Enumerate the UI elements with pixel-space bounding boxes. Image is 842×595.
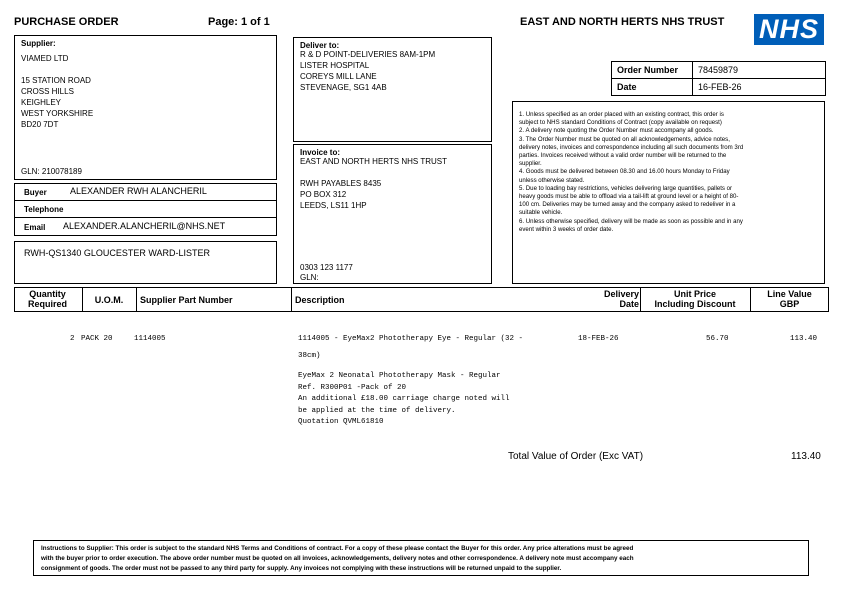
terms-line: supplier. bbox=[519, 160, 542, 168]
col-value-line1: Line Value bbox=[767, 289, 812, 299]
buyer-email: ALEXANDER.ALANCHERIL@NHS.NET bbox=[63, 221, 226, 231]
item-qty: 2 bbox=[70, 335, 75, 343]
telephone-label: Telephone bbox=[24, 205, 64, 214]
page-number: Page: 1 of 1 bbox=[208, 16, 270, 28]
nhs-logo: NHS bbox=[754, 14, 824, 45]
deliver-line: STEVENAGE, SG1 4AB bbox=[300, 83, 387, 92]
invoice-line bbox=[300, 167, 447, 178]
deliver-line: COREYS MILL LANE bbox=[300, 72, 377, 81]
deliver-line: R & D POINT-DELIVERIES 8AM-1PM bbox=[300, 50, 436, 59]
col-quantity-line1: Quantity bbox=[29, 289, 66, 299]
item-note: Quotation QVML61810 bbox=[298, 418, 384, 426]
invoice-to-label: Invoice to: bbox=[300, 148, 341, 157]
invoice-line: RWH PAYABLES 8435 bbox=[300, 179, 382, 188]
invoice-to-box bbox=[293, 144, 492, 284]
instruction-line: consignment of goods. The order must not be passed to any third party for supply. Any invoices not complying with these instructions will be returned unpaid to the supplier. bbox=[41, 565, 562, 572]
col-delivery-line2: Date bbox=[619, 299, 639, 309]
col-uom: U.O.M. bbox=[94, 295, 124, 305]
col-line-value bbox=[750, 289, 829, 309]
item-description-cont: 38cm) bbox=[298, 352, 321, 360]
terms-box bbox=[512, 101, 825, 284]
supplier-line: WEST YORKSHIRE bbox=[21, 109, 94, 118]
col-value-line2: GBP bbox=[779, 299, 800, 309]
item-note: An additional £18.00 carriage charge noted will bbox=[298, 395, 510, 403]
item-note: Ref. R300P01 -Pack of 20 bbox=[298, 383, 407, 392]
terms-line: 1. Unless specified as an order placed with an existing contract, this order is bbox=[519, 111, 724, 118]
terms-line: subject to NHS standard Conditions of Contract (copy available on request) bbox=[519, 119, 722, 127]
col-delivery-date bbox=[566, 289, 639, 309]
deliver-to-address bbox=[300, 49, 435, 93]
supplier-gln: GLN: 210078189 bbox=[21, 167, 82, 176]
terms-line: 5. Due to loading bay restrictions, vehicles delivering large quantities, pallets or bbox=[519, 184, 733, 192]
order-date: 16-FEB-26 bbox=[698, 82, 742, 92]
terms-line: 3. The Order Number must be quoted on all acknowledgements, advice notes, bbox=[519, 135, 730, 143]
item-delivery-date: 18-FEB-26 bbox=[578, 335, 619, 343]
col-unit-price bbox=[640, 289, 750, 309]
email-label: Email bbox=[24, 223, 46, 232]
buyer-label: Buyer bbox=[24, 188, 47, 197]
supplier-line: VIAMED LTD bbox=[21, 54, 69, 63]
supplier-address bbox=[21, 53, 93, 130]
buyer-box bbox=[14, 183, 277, 236]
supplier-instructions-box bbox=[33, 540, 809, 576]
deliver-line: LISTER HOSPITAL bbox=[300, 61, 370, 70]
deliver-to-label: Deliver to: bbox=[300, 41, 340, 50]
item-unit-price: 56.70 bbox=[706, 335, 729, 343]
col-part-number: Supplier Part Number bbox=[140, 295, 233, 305]
terms-line: suitable vehicle. bbox=[519, 209, 563, 217]
instruction-line: with the buyer prior to order execution. The above order number must be quoted on all invoices, acknowledgements, delivery notes and other correspondence. A delivery note must accompany each bbox=[41, 555, 634, 562]
terms-line: 4. Goods must be delivered between 08.30 and 16.00 hours Monday to Friday bbox=[519, 168, 730, 176]
terms-line: 100 cm. Deliveries may be turned away and the company asked to redeliver in a bbox=[519, 201, 736, 209]
order-info-table bbox=[611, 61, 826, 96]
item-part-number: 1114005 bbox=[134, 335, 166, 343]
supplier-line: KEIGHLEY bbox=[21, 98, 62, 107]
terms-line: parties. Invoices received without a valid order number will be returned to the bbox=[519, 152, 727, 160]
terms-line: heavy goods must be able to offload via a tail-lift at ground level or a height of 80- bbox=[519, 193, 739, 201]
supplier-line: CROSS HILLS bbox=[21, 87, 74, 96]
terms-line: 6. Unless otherwise specified, delivery will be made as soon as possible and in any bbox=[519, 217, 743, 225]
location-box bbox=[14, 241, 277, 284]
col-price-line2: Including Discount bbox=[654, 299, 736, 309]
supplier-line: 15 STATION ROAD bbox=[21, 76, 91, 85]
invoice-phone: 0303 123 1177 bbox=[300, 263, 353, 272]
item-line-value: 113.40 bbox=[790, 335, 818, 343]
delivery-location: RWH-QS1340 GLOUCESTER WARD-LISTER bbox=[24, 248, 211, 258]
terms-line: delivery notes, invoices and correspondence including all such documents from 3rd bbox=[519, 143, 744, 151]
terms-line: unless otherwise stated. bbox=[519, 176, 585, 184]
instruction-line: Instructions to Supplier: This order is subject to the standard NHS Terms and Conditions of contract. For a copy of these please contact the Buyer for this order. Any price alterations must be agreed bbox=[41, 545, 634, 552]
item-note: be applied at the time of delivery. bbox=[298, 406, 456, 415]
document-title: PURCHASE ORDER bbox=[14, 16, 119, 28]
supplier-box bbox=[14, 35, 277, 180]
order-number-label: Order Number bbox=[617, 65, 679, 75]
invoice-line: EAST AND NORTH HERTS NHS TRUST bbox=[300, 157, 447, 166]
terms-line: event within 3 weeks of order date. bbox=[519, 225, 614, 233]
terms-text bbox=[519, 111, 743, 234]
invoice-gln: GLN: bbox=[300, 273, 319, 282]
invoice-line: LEEDS, LS11 1HP bbox=[300, 201, 367, 210]
item-note: EyeMax 2 Neonatal Phototherapy Mask - Regular bbox=[298, 372, 501, 380]
total-label: Total Value of Order (Exc VAT) bbox=[508, 451, 644, 462]
col-description: Description bbox=[295, 295, 345, 305]
invoice-to-address bbox=[300, 156, 447, 211]
col-price-line1: Unit Price bbox=[673, 289, 716, 299]
supplier-line bbox=[21, 64, 93, 75]
trust-name: EAST AND NORTH HERTS NHS TRUST bbox=[520, 16, 725, 28]
supplier-label: Supplier: bbox=[21, 39, 56, 48]
item-uom: PACK 20 bbox=[81, 335, 113, 343]
terms-line: 2. A delivery note quoting the Order Number must accompany all goods. bbox=[519, 127, 714, 135]
item-description: 1114005 - EyeMax2 Phototherapy Eye - Regular (32 - bbox=[298, 335, 524, 343]
order-number: 78459879 bbox=[698, 65, 739, 75]
order-date-label: Date bbox=[617, 82, 637, 92]
supplier-instructions bbox=[41, 544, 634, 574]
col-quantity-line2: Required bbox=[27, 299, 67, 309]
supplier-line: BD20 7DT bbox=[21, 120, 59, 129]
buyer-name: ALEXANDER RWH ALANCHERIL bbox=[70, 186, 207, 196]
col-quantity bbox=[14, 289, 81, 309]
deliver-to-box bbox=[293, 37, 492, 142]
total-value: 113.40 bbox=[791, 451, 821, 462]
invoice-line: PO BOX 312 bbox=[300, 190, 347, 199]
col-delivery-line1: Delivery bbox=[603, 289, 639, 299]
item-notes bbox=[298, 371, 510, 429]
